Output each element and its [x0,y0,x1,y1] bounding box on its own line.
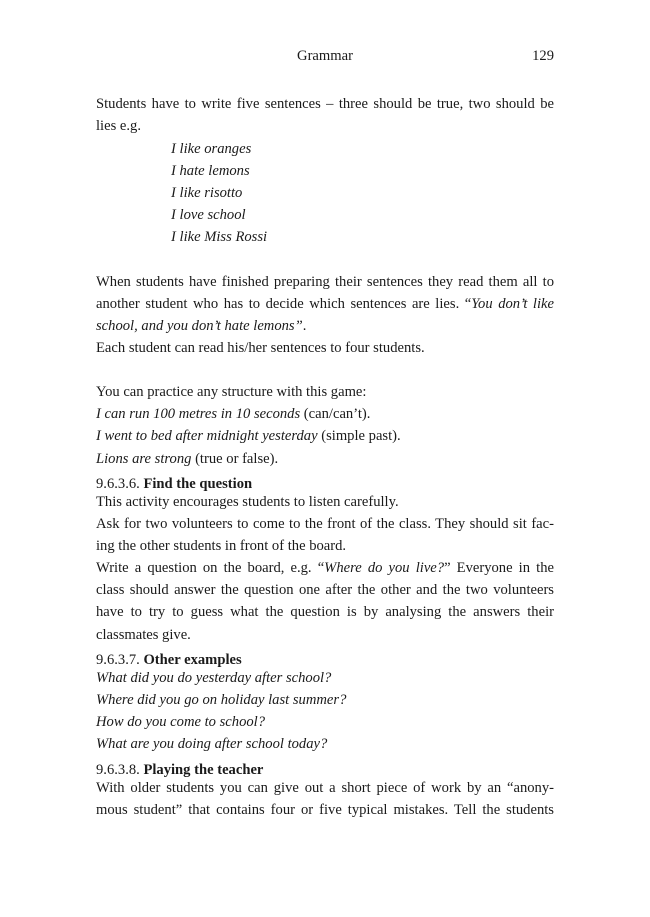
text-line [171,227,551,247]
text-run: When students have finished preparing their sentences they read them all to [96,274,554,290]
italic-text: Where do you live? [324,560,445,576]
text-line [96,558,554,578]
text-line [96,338,554,358]
text-run: have to try to guess what the question is by analysing the answers their [96,604,554,620]
text-run: 9.6.3.7. [96,652,144,668]
text-line [96,625,554,645]
text-line [96,294,554,314]
italic-text: I like risotto [171,185,243,201]
text-line [96,492,554,512]
text-run: Students have to write five sentences – three should be true, two should be [96,96,554,112]
text-line [171,183,551,203]
text-run: . [302,318,307,334]
text-line [96,712,554,732]
text-run: This activity encourages students to listen carefully. [96,494,399,510]
italic-text: I went to bed after midnight yesterday [96,428,318,444]
italic-text: Lions are strong [96,451,192,467]
text-run: another student who has to decide which sentences are lies. “ [96,296,472,312]
text-run: class should answer the question one after the other and the two volunteers [96,582,554,598]
text-line [96,449,554,469]
italic-text: I like oranges [171,141,252,157]
text-run: 9.6.3.8. [96,762,144,778]
text-run: Write a question on the board, e.g. “ [96,560,325,576]
text-line [96,426,554,446]
text-line [96,404,554,424]
text-run: (true or false). [191,451,279,467]
text-run: With older students you can give out a short piece of work by an “anony- [96,780,554,796]
text-line [96,272,554,292]
text-line [171,139,551,159]
italic-text: What did you do yesterday after school? [96,670,332,686]
text-line [96,602,554,622]
text-line [96,514,554,534]
italic-text: I love school [171,207,246,223]
italic-text: I can run 100 metres in 10 seconds [96,406,301,422]
section-heading: Other examples [143,652,242,668]
text-run: Each student can read his/her sentences to four students. [96,340,425,356]
text-run: classmates give. [96,627,191,643]
text-run: lies e.g. [96,118,141,134]
italic-text: school, and you don’t hate lemons” [96,318,303,334]
text-line [96,382,554,402]
text-line [96,800,554,820]
italic-text: I like Miss Rossi [171,229,268,245]
text-run: mous student” that contains four or five typical mistakes. Tell the students [96,802,554,818]
text-line [171,161,551,181]
italic-text: I hate lemons [171,163,250,179]
italic-text: How do you come to school? [96,714,266,730]
text-line [96,734,554,754]
section-heading: Playing the teacher [143,762,264,778]
text-line [96,778,554,798]
text-line [96,760,554,780]
text-line [96,474,554,494]
text-run: ” Everyone in the [444,560,554,576]
text-line [96,580,554,600]
text-line [96,668,554,688]
text-line [96,536,554,556]
page-number: 129 [532,48,554,64]
running-header-title: Grammar [297,48,353,64]
italic-text: Where did you go on holiday last summer? [96,692,347,708]
italic-text: You don’t like [471,296,554,312]
text-run: (can/can’t). [300,406,371,422]
text-run: Ask for two volunteers to come to the front of the class. They should sit fac- [96,516,554,532]
section-heading: Find the question [143,476,253,492]
text-line [96,116,554,136]
text-run: 9.6.3.6. [96,476,144,492]
text-line [96,690,554,710]
text-run: ing the other students in front of the board. [96,538,347,554]
italic-text: What are you doing after school today? [96,736,328,752]
text-line [171,205,551,225]
text-line [96,650,554,670]
text-line [96,316,554,336]
text-run: You can practice any structure with this game: [96,384,367,400]
text-line [96,94,554,114]
text-run: (simple past). [317,428,401,444]
